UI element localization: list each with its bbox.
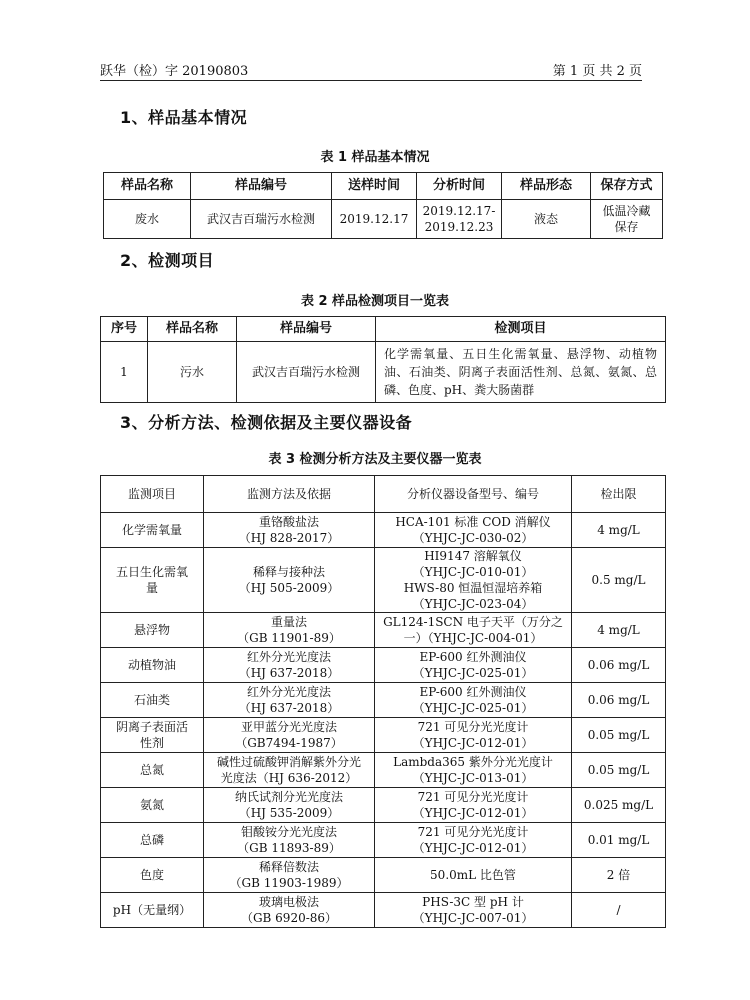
header-cell: 样品名称	[104, 173, 191, 200]
table-cell: EP-600 红外测油仪 （YHJC-JC-025-01）	[375, 648, 572, 683]
table-cell: /	[572, 893, 666, 928]
table-row	[101, 718, 666, 753]
table-cell: 五日生化需氧 量	[101, 548, 204, 613]
table-cell: HCA-101 标准 COD 消解仪 （YHJC-JC-030-02）	[375, 513, 572, 548]
header-cell: 样品形态	[502, 173, 591, 200]
table-cell: 0.06 mg/L	[572, 683, 666, 718]
table-cell: 4 mg/L	[572, 513, 666, 548]
table-cell: 721 可见分光光度计 （YHJC-JC-012-01）	[375, 718, 572, 753]
table-cell: 稀释倍数法 （GB 11903-1989）	[204, 858, 375, 893]
table-row	[101, 823, 666, 858]
table-row	[101, 342, 666, 403]
table-header-row	[104, 173, 663, 200]
table-cell: 2019.12.17- 2019.12.23	[417, 200, 502, 239]
table-cell: 武汉吉百瑞污水检测	[237, 342, 376, 403]
header-cell: 分析时间	[417, 173, 502, 200]
header-cell: 序号	[101, 317, 148, 342]
header-cell: 检出限	[572, 476, 666, 513]
table-cell: 1	[101, 342, 148, 403]
table-cell: 动植物油	[101, 648, 204, 683]
section-heading-1: 1、样品基本情况	[120, 108, 248, 127]
table-cell: 武汉吉百瑞污水检测	[191, 200, 332, 239]
methods-table-body	[101, 513, 666, 928]
table-cell: 0.06 mg/L	[572, 648, 666, 683]
table-cell: 悬浮物	[101, 613, 204, 648]
header-cell: 样品编号	[237, 317, 376, 342]
table-cell: pH（无量纲）	[101, 893, 204, 928]
table-cell: 废水	[104, 200, 191, 239]
table-cell: GL124-1SCN 电子天平（万分之 一）（YHJC-JC-004-01）	[375, 613, 572, 648]
table-row	[101, 788, 666, 823]
table-cell: 0.025 mg/L	[572, 788, 666, 823]
methods-instruments-table	[100, 475, 666, 928]
table-cell: 玻璃电极法 （GB 6920-86）	[204, 893, 375, 928]
table-cell: 纳氏试剂分光光度法 （HJ 535-2009）	[204, 788, 375, 823]
table-cell: 钼酸铵分光光度法 （GB 11893-89）	[204, 823, 375, 858]
table-row	[101, 893, 666, 928]
header-cell: 分析仪器设备型号、编号	[375, 476, 572, 513]
table-cell: PHS-3C 型 pH 计 （YHJC-JC-007-01）	[375, 893, 572, 928]
table2-caption: 表 2 样品检测项目一览表	[300, 294, 450, 309]
table-cell: HI9147 溶解氧仪 （YHJC-JC-010-01） HWS-80 恒温恒湿培养箱 （YHJC-JC-023-04）	[375, 548, 572, 613]
table-cell: 石油类	[101, 683, 204, 718]
table3-caption: 表 3 检测分析方法及主要仪器一览表	[268, 452, 482, 467]
table-cell: EP-600 红外测油仪 （YHJC-JC-025-01）	[375, 683, 572, 718]
page-header	[100, 58, 642, 81]
table-cell: 化学需氧量	[101, 513, 204, 548]
table-cell: 2 倍	[572, 858, 666, 893]
table-row	[101, 613, 666, 648]
table-cell: 4 mg/L	[572, 613, 666, 648]
test-items-cell: 化学需氧量、五日生化需氧量、悬浮物、动植物油、石油类、阴离子表面活性剂、总氮、氨氮、总磷、色度、pH、粪大肠菌群	[376, 342, 666, 403]
test-items-table	[100, 316, 666, 403]
table-row	[101, 513, 666, 548]
report-number: 跃华（检）字 20190803	[100, 64, 249, 79]
table-cell: 稀释与接种法 （HJ 505-2009）	[204, 548, 375, 613]
table-cell: 总氮	[101, 753, 204, 788]
table-row	[101, 753, 666, 788]
table-cell: 氨氮	[101, 788, 204, 823]
table-cell: 0.05 mg/L	[572, 718, 666, 753]
header-cell: 样品编号	[191, 173, 332, 200]
table-cell: 50.0mL 比色管	[375, 858, 572, 893]
table-cell: 0.05 mg/L	[572, 753, 666, 788]
table-cell: 红外分光光度法 （HJ 637-2018）	[204, 648, 375, 683]
table-row	[101, 548, 666, 613]
table1-caption: 表 1 样品基本情况	[320, 150, 430, 165]
table-row	[101, 683, 666, 718]
table-row	[104, 200, 663, 239]
table-row	[101, 858, 666, 893]
table-header-row	[101, 317, 666, 342]
table-cell: 721 可见分光光度计 （YHJC-JC-012-01）	[375, 823, 572, 858]
table-cell: 721 可见分光光度计 （YHJC-JC-012-01）	[375, 788, 572, 823]
header-cell: 样品名称	[148, 317, 237, 342]
table-cell: 污水	[148, 342, 237, 403]
table-cell: 低温冷藏 保存	[591, 200, 663, 239]
table-cell: Lambda365 紫外分光光度计 （YHJC-JC-013-01）	[375, 753, 572, 788]
table-cell: 碱性过硫酸钾消解紫外分光 光度法（HJ 636-2012）	[204, 753, 375, 788]
table-cell: 色度	[101, 858, 204, 893]
header-cell: 监测方法及依据	[204, 476, 375, 513]
section-heading-3: 3、分析方法、检测依据及主要仪器设备	[120, 413, 413, 432]
page-indicator: 第 1 页 共 2 页	[552, 64, 642, 79]
header-cell: 保存方式	[591, 173, 663, 200]
sample-info-table	[103, 172, 663, 239]
table-cell: 0.5 mg/L	[572, 548, 666, 613]
table-cell: 重量法 （GB 11901-89）	[204, 613, 375, 648]
table-cell: 液态	[502, 200, 591, 239]
table-cell: 阴离子表面活 性剂	[101, 718, 204, 753]
table-row	[101, 648, 666, 683]
header-cell: 送样时间	[332, 173, 417, 200]
table-cell: 红外分光光度法 （HJ 637-2018）	[204, 683, 375, 718]
table-cell: 总磷	[101, 823, 204, 858]
table-cell: 重铬酸盐法 （HJ 828-2017）	[204, 513, 375, 548]
header-cell: 检测项目	[376, 317, 666, 342]
table-cell: 0.01 mg/L	[572, 823, 666, 858]
table-header-row	[101, 476, 666, 513]
table-cell: 亚甲蓝分光光度法 （GB7494-1987）	[204, 718, 375, 753]
table-cell: 2019.12.17	[332, 200, 417, 239]
section-heading-2: 2、检测项目	[120, 251, 215, 270]
header-cell: 监测项目	[101, 476, 204, 513]
